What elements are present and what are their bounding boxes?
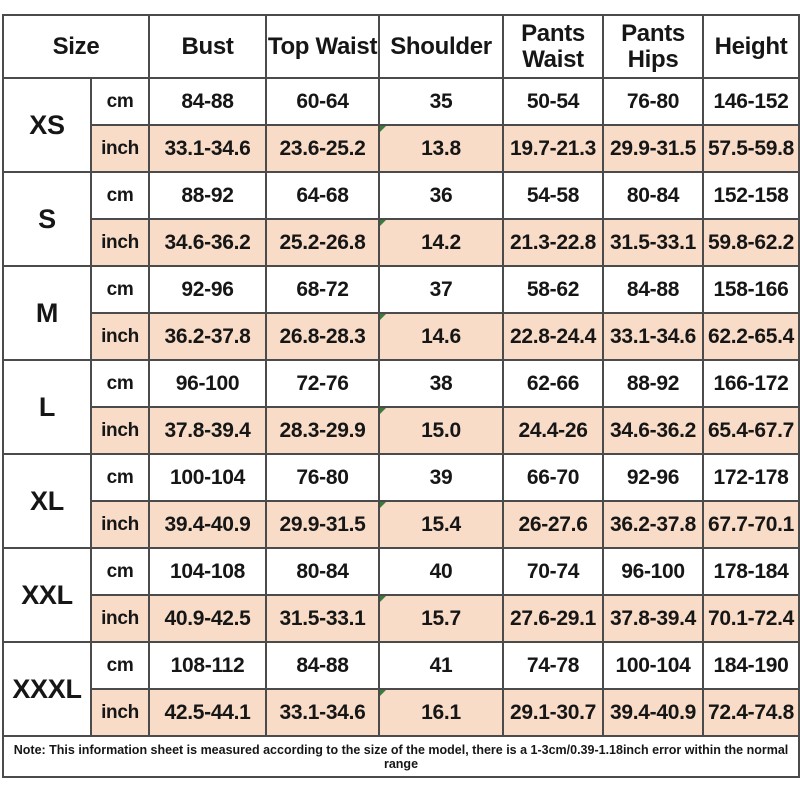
note-row	[3, 736, 799, 777]
cell-value: 50-54	[503, 78, 603, 125]
green-corner-flag-icon	[380, 220, 386, 226]
unit-label-inch: inch	[91, 689, 149, 736]
cell-value: 42.5-44.1	[149, 689, 266, 736]
cell-value: 33.1-34.6	[266, 689, 379, 736]
size-column-header: Size	[3, 15, 149, 78]
cell-value: 21.3-22.8	[503, 219, 603, 266]
cell-value: 24.4-26	[503, 407, 603, 454]
cell-value	[379, 125, 503, 172]
cell-value	[379, 219, 503, 266]
table-row-xl-cm	[3, 454, 799, 501]
column-header-bust: Bust	[149, 15, 266, 78]
cell-value: 37.8-39.4	[603, 595, 703, 642]
cell-value	[379, 689, 503, 736]
cell-value: 92-96	[149, 266, 266, 313]
cell-value: 38	[379, 360, 503, 407]
table-row-s-cm	[3, 172, 799, 219]
cell-value: 88-92	[149, 172, 266, 219]
table-row-s-inch	[3, 219, 799, 266]
cell-value: 34.6-36.2	[149, 219, 266, 266]
table-row-m-inch	[3, 313, 799, 360]
cell-value: 172-178	[703, 454, 799, 501]
cell-value: 31.5-33.1	[266, 595, 379, 642]
cell-value: 39	[379, 454, 503, 501]
cell-value: 74-78	[503, 642, 603, 689]
cell-value: 34.6-36.2	[603, 407, 703, 454]
cell-value: 19.7-21.3	[503, 125, 603, 172]
unit-label-inch: inch	[91, 219, 149, 266]
cell-text: 13.8	[421, 136, 461, 160]
cell-value: 26.8-28.3	[266, 313, 379, 360]
size-label-l: L	[3, 360, 91, 454]
cell-value: 92-96	[603, 454, 703, 501]
cell-value: 60-64	[266, 78, 379, 125]
cell-value: 84-88	[603, 266, 703, 313]
unit-label-cm: cm	[91, 642, 149, 689]
unit-label-inch: inch	[91, 595, 149, 642]
table-row-xl-inch	[3, 501, 799, 548]
unit-label-cm: cm	[91, 548, 149, 595]
cell-value: 84-88	[149, 78, 266, 125]
cell-value: 36.2-37.8	[149, 313, 266, 360]
unit-label-cm: cm	[91, 360, 149, 407]
cell-text: 16.1	[421, 700, 461, 724]
cell-text: 14.6	[421, 324, 461, 348]
cell-value: 58-62	[503, 266, 603, 313]
table-row-l-inch	[3, 407, 799, 454]
cell-value: 76-80	[266, 454, 379, 501]
unit-label-cm: cm	[91, 454, 149, 501]
green-corner-flag-icon	[380, 126, 386, 132]
cell-value: 59.8-62.2	[703, 219, 799, 266]
size-label-m: M	[3, 266, 91, 360]
cell-value: 25.2-26.8	[266, 219, 379, 266]
table-row-xxl-inch	[3, 595, 799, 642]
cell-value	[379, 313, 503, 360]
size-label-xxl: XXL	[3, 548, 91, 642]
cell-value: 84-88	[266, 642, 379, 689]
cell-value: 70.1-72.4	[703, 595, 799, 642]
table-row-m-cm	[3, 266, 799, 313]
cell-value: 62-66	[503, 360, 603, 407]
cell-value: 72.4-74.8	[703, 689, 799, 736]
cell-value: 68-72	[266, 266, 379, 313]
cell-value: 31.5-33.1	[603, 219, 703, 266]
cell-text: 15.4	[421, 512, 461, 536]
column-header-height: Height	[703, 15, 799, 78]
cell-value: 29.9-31.5	[603, 125, 703, 172]
cell-value: 33.1-34.6	[149, 125, 266, 172]
cell-value: 100-104	[149, 454, 266, 501]
cell-value: 100-104	[603, 642, 703, 689]
cell-value: 29.1-30.7	[503, 689, 603, 736]
cell-value: 108-112	[149, 642, 266, 689]
cell-value: 104-108	[149, 548, 266, 595]
cell-value: 36.2-37.8	[603, 501, 703, 548]
unit-label-inch: inch	[91, 313, 149, 360]
cell-value: 88-92	[603, 360, 703, 407]
table-row-xxl-cm	[3, 548, 799, 595]
unit-label-cm: cm	[91, 78, 149, 125]
cell-value	[379, 407, 503, 454]
header-row	[3, 15, 799, 78]
cell-value: 146-152	[703, 78, 799, 125]
cell-value: 40	[379, 548, 503, 595]
cell-value: 36	[379, 172, 503, 219]
table-row-xs-inch	[3, 125, 799, 172]
unit-label-inch: inch	[91, 501, 149, 548]
cell-value: 72-76	[266, 360, 379, 407]
cell-value: 27.6-29.1	[503, 595, 603, 642]
cell-value: 166-172	[703, 360, 799, 407]
cell-value: 37.8-39.4	[149, 407, 266, 454]
column-header-pants-hips: Pants Hips	[603, 15, 703, 78]
cell-value: 62.2-65.4	[703, 313, 799, 360]
green-corner-flag-icon	[380, 314, 386, 320]
green-corner-flag-icon	[380, 502, 386, 508]
cell-value: 29.9-31.5	[266, 501, 379, 548]
table-row-xxxl-inch	[3, 689, 799, 736]
table-row-xxxl-cm	[3, 642, 799, 689]
cell-value: 96-100	[149, 360, 266, 407]
cell-text: 14.2	[421, 230, 461, 254]
size-chart-table	[2, 14, 800, 778]
cell-value: 26-27.6	[503, 501, 603, 548]
unit-label-inch: inch	[91, 407, 149, 454]
size-label-xl: XL	[3, 454, 91, 548]
size-label-xxxl: XXXL	[3, 642, 91, 736]
cell-value: 35	[379, 78, 503, 125]
cell-value: 80-84	[266, 548, 379, 595]
cell-value: 66-70	[503, 454, 603, 501]
cell-value: 40.9-42.5	[149, 595, 266, 642]
column-header-pants-waist: Pants Waist	[503, 15, 603, 78]
green-corner-flag-icon	[380, 690, 386, 696]
measurement-note: Note: This information sheet is measured according to the size of the model, there is a 1-3cm/0.39-1.18inch error within the normal range	[3, 736, 799, 777]
cell-value: 67.7-70.1	[703, 501, 799, 548]
cell-value: 158-166	[703, 266, 799, 313]
cell-value: 54-58	[503, 172, 603, 219]
cell-value: 33.1-34.6	[603, 313, 703, 360]
cell-value: 39.4-40.9	[603, 689, 703, 736]
cell-value: 76-80	[603, 78, 703, 125]
cell-value: 39.4-40.9	[149, 501, 266, 548]
cell-value: 178-184	[703, 548, 799, 595]
size-chart-sheet	[2, 14, 798, 778]
cell-value: 22.8-24.4	[503, 313, 603, 360]
cell-value: 41	[379, 642, 503, 689]
table-row-l-cm	[3, 360, 799, 407]
green-corner-flag-icon	[380, 596, 386, 602]
size-label-s: S	[3, 172, 91, 266]
cell-value	[379, 595, 503, 642]
cell-value	[379, 501, 503, 548]
green-corner-flag-icon	[380, 408, 386, 414]
cell-text: 15.7	[421, 606, 461, 630]
unit-label-cm: cm	[91, 266, 149, 313]
cell-value: 57.5-59.8	[703, 125, 799, 172]
cell-value: 64-68	[266, 172, 379, 219]
cell-value: 23.6-25.2	[266, 125, 379, 172]
unit-label-inch: inch	[91, 125, 149, 172]
unit-label-cm: cm	[91, 172, 149, 219]
cell-value: 96-100	[603, 548, 703, 595]
cell-value: 70-74	[503, 548, 603, 595]
column-header-shoulder: Shoulder	[379, 15, 503, 78]
table-row-xs-cm	[3, 78, 799, 125]
cell-value: 80-84	[603, 172, 703, 219]
column-header-top-waist: Top Waist	[266, 15, 379, 78]
size-label-xs: XS	[3, 78, 91, 172]
cell-value: 37	[379, 266, 503, 313]
cell-value: 28.3-29.9	[266, 407, 379, 454]
cell-text: 15.0	[421, 418, 461, 442]
cell-value: 65.4-67.7	[703, 407, 799, 454]
cell-value: 152-158	[703, 172, 799, 219]
cell-value: 184-190	[703, 642, 799, 689]
